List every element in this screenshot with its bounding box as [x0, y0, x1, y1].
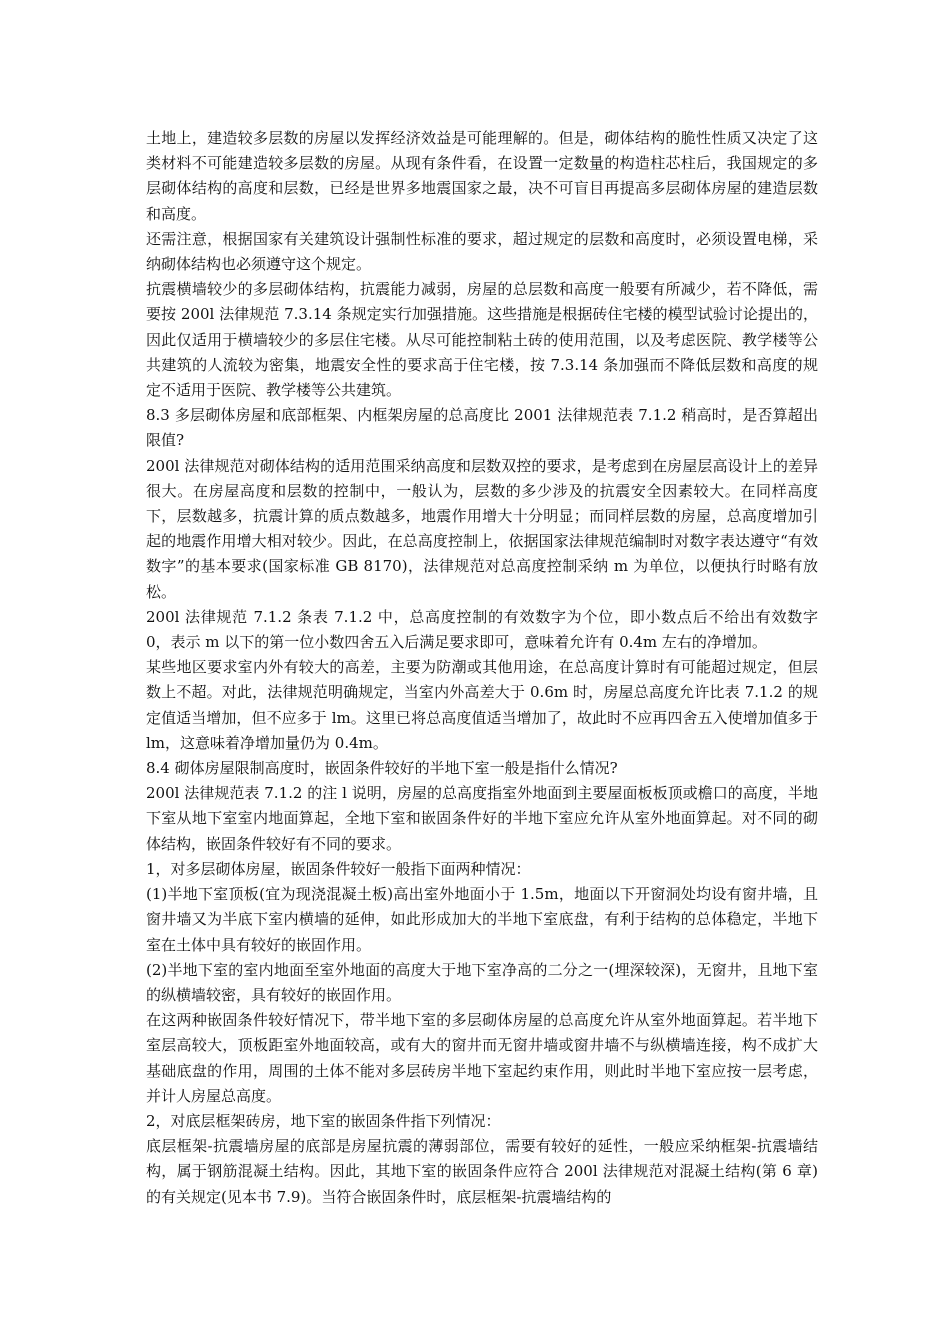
list-heading-masonry: 1，对多层砌体房屋，嵌固条件较好一般指下面两种情况： [146, 859, 531, 878]
paragraph-brick-limits: 土地上，建造较多层数的房屋以发挥经济效益是可能理解的。但是，砌体结构的脆性性质又决定了这类材料不可能建造较多层数的房屋。从现有条件看，在设置一定数量的构造柱芯柱后，我国规定的多层砌体结构的高度和层数，已经是世界多地震国家之最，决不可盲目再提高多层砌体房屋的建造层数和高度。 [146, 129, 818, 223]
paragraph-height-difference: 某些地区要求室内外有较大的高差，主要为防潮或其他用途，在总高度计算时有可能超过规定，但层数上不超。对此，法律规范明确规定，当室内外高差大于 0.6m 时，房屋总高度允许比表 7.1.2 的规定值适当增加，但不应多于 lm。这里已将总高度值适当增加了，故此时不应再四舍五入使增加值多于 lm，这意味着净增加量仍为 0.4m。 [146, 658, 818, 752]
section-heading-8-3: 8.3 多层砌体房屋和底部框架、内框架房屋的总高度比 2001 法律规范表 7.1.2 稍高时，是否算超出限值? [146, 406, 818, 450]
list-item-condition-1: (1)半地下室顶板(宜为现浇混凝土板)高出室外地面小于 1.5m，地面以下开窗洞处均设有窗井墙，且窗井墙又为半底下室内横墙的延伸，如此形成加大的半地下室底盘，有利于结构的总体稳定，半地下室在土体中具有较好的嵌固作用。 [146, 885, 818, 954]
paragraph-height-layer-control: 200l 法律规范对砌体结构的适用范围采纳高度和层数双控的要求，是考虑到在房屋层高设计上的差异很大。在房屋高度和层数的控制中，一般认为，层数的多少涉及的抗震安全因素较大。在同样高度下，层数越多，抗震计算的质点数越多，地震作用增大十分明显；而同样层数的房屋，总高度增加引起的地震作用增大相对较少。因此，在总高度控制上，依据国家法律规范编制时对数字表达遵守“有效数字”的基本要求(国家标准 GB 8170)，法律规范对总高度控制采纳 m 为单位，以便执行时略有放松。 [146, 456, 818, 601]
list-item-condition-2: (2)半地下室的室内地面至室外地面的高度大于地下室净高的二分之一(埋深较深)，无窗井，且地下室的纵横墙较密，具有较好的嵌固作用。 [146, 960, 818, 1004]
list-heading-frame: 2，对底层框架砖房，地下室的嵌固条件指下列情况： [146, 1111, 501, 1130]
section-heading-8-4: 8.4 砌体房屋限制高度时，嵌固条件较好的半地下室一般是指什么情况? [146, 759, 618, 778]
paragraph-total-height-note: 200l 法律规范表 7.1.2 的注 l 说明，房屋的总高度指室外地面到主要屋面板板顶或檐口的高度，半地下室从地下室室内地面算起，全地下室和嵌固条件好的半地下室应允许从室外地面算起。对不同的砌体结构，嵌固条件较好有不同的要求。 [146, 784, 818, 853]
paragraph-conditions-summary: 在这两种嵌固条件较好情况下，带半地下室的多层砌体房屋的总高度允许从室外地面算起。若半地下室层高较大，顶板距室外地面较高，或有大的窗井而无窗井墙或窗井墙不与纵横墙连接，构不成扩大基础底盘的作用，周围的土体不能对多层砖房半地下室起约束作用，则此时半地下室应按一层考虑，并计人房屋总高度。 [146, 1011, 818, 1105]
paragraph-significant-digits: 200l 法律规范 7.1.2 条表 7.1.2 中，总高度控制的有效数字为个位，即小数点后不给出有效数字 0，表示 m 以下的第一位小数四舍五入后满足要求即可，意味着允许有 0.4m 左右的净增加。 [146, 607, 818, 652]
document-body [146, 126, 818, 1210]
paragraph-frame-shear-wall: 底层框架-抗震墙房屋的底部是房屋抗震的薄弱部位，需要有较好的延性，一般应采纳框架-抗震墙结构，属于钢筋混凝土结构。因此，其地下室的嵌固条件应符合 200l 法律规范对混凝土结构(第 6 章)的有关规定(见本书 7.9)。当符合嵌固条件时，底层框架-抗震墙结构的 [146, 1137, 818, 1206]
paragraph-elevator-note: 还需注意，根据国家有关建筑设计强制性标准的要求，超过规定的层数和高度时，必须设置电梯，采纳砌体结构也必须遵守这个规定。 [146, 229, 818, 274]
paragraph-transverse-walls: 抗震横墙较少的多层砌体结构，抗震能力减弱，房屋的总层数和高度一般要有所减少，若不降低，需要按 200l 法律规范 7.3.14 条规定实行加强措施。这些措施是根据砖住宅楼的模型试验讨论提出的，因此仅适用于横墙较少的多层住宅楼。从尽可能控制粘土砖的使用范围，以及考虑医院、教学楼等公共建筑的人流较为密集，地震安全性的要求高于住宅楼，按 7.3.14 条加强而不降低层数和高度的规定不适用于医院、教学楼等公共建筑。 [146, 280, 818, 400]
